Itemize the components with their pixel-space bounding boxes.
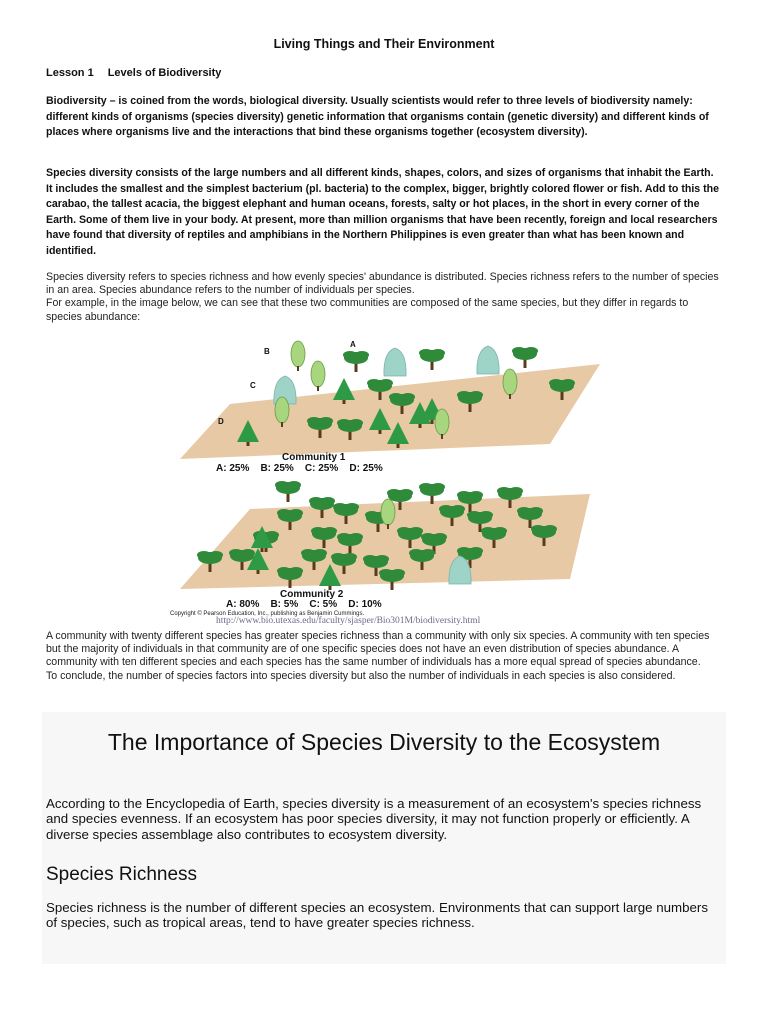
community-paragraph	[46, 630, 722, 683]
biodiversity-paragraph	[46, 94, 722, 141]
broadleaf-tree	[343, 351, 369, 372]
article-title: The Importance of Species Diversity to the Ecosystem	[107, 729, 661, 755]
community-comparison: A community with twenty different species has greater species richness than a community with only six species. A community with ten species but the majority of individuals in that community are of one specific species does not have an even distribution of species abundance. A community with ten different species and each species has the same number of individuals has a more equal spread of species abundance.	[46, 630, 710, 669]
broadleaf-tree	[512, 347, 538, 368]
community-1-title: Community 1	[282, 452, 346, 463]
community-1	[180, 340, 600, 474]
community-1-values: A: 25% B: 25% C: 25% D: 25%	[216, 463, 383, 474]
figure-source-url: http://www.bio.utexas.edu/faculty/sjasper/Bio301M/biodiversity.html	[216, 616, 481, 626]
article-richness-text: Species richness is the number of different species an ecosystem. Environments that can support large numbers of species, such as tropical areas, tend to have greater species richness.	[46, 900, 708, 931]
lesson-heading	[46, 67, 221, 79]
biodiversity-term: Biodiversity	[46, 95, 107, 107]
blue-conifer	[384, 348, 406, 376]
richness-paragraph	[46, 271, 722, 324]
lesson-number: Lesson 1	[46, 67, 94, 79]
broadleaf-tree	[379, 569, 405, 590]
blue-conifer	[477, 346, 499, 374]
label-b: B	[264, 347, 270, 356]
community-2	[170, 481, 590, 617]
community-2-title: Community 2	[280, 589, 344, 600]
community-2-values: A: 80% B: 5% C: 5% D: 10%	[226, 599, 382, 610]
biodiversity-definition: – is coined from the words, biological diversity. Usually scientists would refer to three levels of biodiversity namely: different kinds of organisms (species diversity) genetic information that organisms contain (genetic diversity) and different kinds of places where organisms live and the interactions that bind these organisms together (ecosystem diversity).	[46, 95, 709, 138]
richness-definition: Species diversity refers to species richness and how evenly species' abundance is distributed. Species richness refers to the number of species in an area. Species abundance refers to the number of individuals per species.	[46, 271, 719, 297]
broadleaf-tree	[275, 481, 301, 502]
label-a: A	[350, 340, 356, 349]
community-diagram	[170, 334, 600, 634]
article-excerpt	[42, 712, 726, 964]
lesson-title: Levels of Biodiversity	[107, 67, 222, 79]
article-intro: According to the Encyclopedia of Earth, species diversity is a measurement of an ecosystem's species richness and species evenness. If an ecosystem has poor species diversity, it may not function properly or efficiently. A diverse species assemblage also contributes to ecosystem diversity.	[46, 796, 702, 842]
article-subheading: Species Richness	[46, 864, 198, 885]
label-c: C	[250, 381, 256, 390]
label-d: D	[218, 417, 224, 426]
richness-example: For example, in the image below, we can see that these two communities are composed of the same species, but they differ in regards to species abundance:	[46, 297, 689, 323]
ground-community-1	[180, 364, 600, 459]
leafy-tree	[311, 361, 325, 391]
figure-copyright: Copyright © Pearson Education, Inc., publishing as Benjamin Cummings.	[170, 611, 365, 617]
leafy-tree	[291, 341, 305, 371]
species-diversity-paragraph: Species diversity consists of the large numbers and all different kinds, shapes, colors, and sizes of organisms that inhabit the Earth. It includes the smallest and the simplest bacterium (pl. bacteria) to the complex, bigger, brightly colored flower or fish. Add to this the carabao, the tallest acacia, the biggest elephant and human oceans, forests, salty or hot places, in the short in every corner of the Earth. Some of them live in your body. At present, more than million organisms that have been recently, foreign and local researchers have found that diversity of reptiles and amphibians in the Northern Philippines is even greater than what has been known and identified.	[46, 167, 720, 257]
broadleaf-tree	[419, 349, 445, 370]
community-conclusion: To conclude, the number of species factors into species diversity but also the number of individuals in each species is also considered.	[46, 669, 676, 682]
document-title: Living Things and Their Environment	[273, 37, 495, 51]
